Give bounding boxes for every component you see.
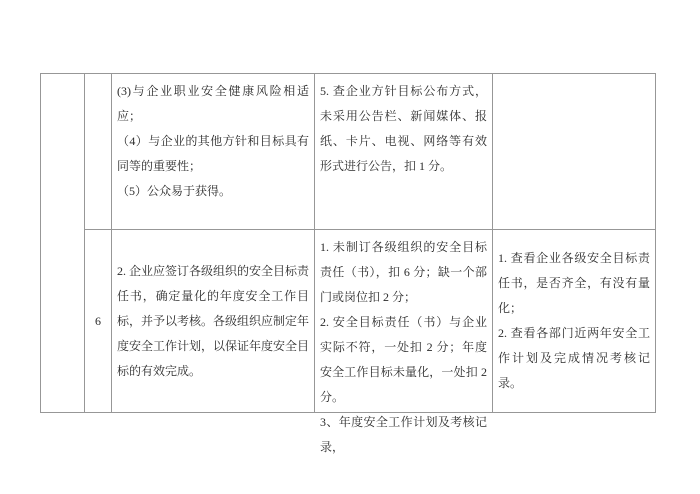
paragraph: （5）公众易于获得。: [117, 184, 232, 198]
cell-item-number-row2: 6: [85, 230, 112, 412]
cell-scoring-row2: [315, 230, 493, 454]
paragraph: (3)与企业职业安全健康风险相适应；: [117, 84, 309, 123]
cell-review-row1: [493, 74, 655, 230]
paragraph: 3、年度安全工作计划及考核记录，: [320, 415, 487, 454]
paragraph: 1. 查看企业各级安全目标责任书，是否齐全，有没有量化；: [498, 251, 650, 315]
cell-scoring-row1: [315, 74, 493, 230]
cell-review-row2: [493, 230, 655, 412]
paragraph: 2. 安全目标责任（书）与企业实际不符，一处扣 2 分；年度安全工作目标未量化，一处扣 2 分。: [320, 315, 487, 404]
paragraph: 2. 查看各部门近两年安全工作计划及完成情况考核记录。: [498, 326, 650, 390]
cell-requirement-row2: [112, 230, 315, 412]
paragraph: 2. 企业应签订各级组织的安全目标责任书，确定量化的年度安全工作目标，并予以考核。各级组织应制定年度安全工作计划，以保证年度安全目标的有效完成。: [117, 263, 310, 378]
paragraph: 5. 查企业方针目标公布方式，未采用公告栏、新闻媒体、报纸、卡片、电视、网络等有效形式进行公告，扣 1 分。: [320, 84, 487, 173]
paragraph: 1. 未制订各级组织的安全目标责任（书），扣 6 分；缺一个部门或岗位扣 2 分；: [320, 240, 487, 304]
cell-item-number-row1: [85, 74, 112, 230]
cell-requirement-row1: [112, 74, 315, 230]
assessment-table: [40, 73, 656, 454]
cell-category-merged: [41, 74, 85, 412]
paragraph: （4）与企业的其他方针和目标具有同等的重要性；: [117, 134, 309, 173]
